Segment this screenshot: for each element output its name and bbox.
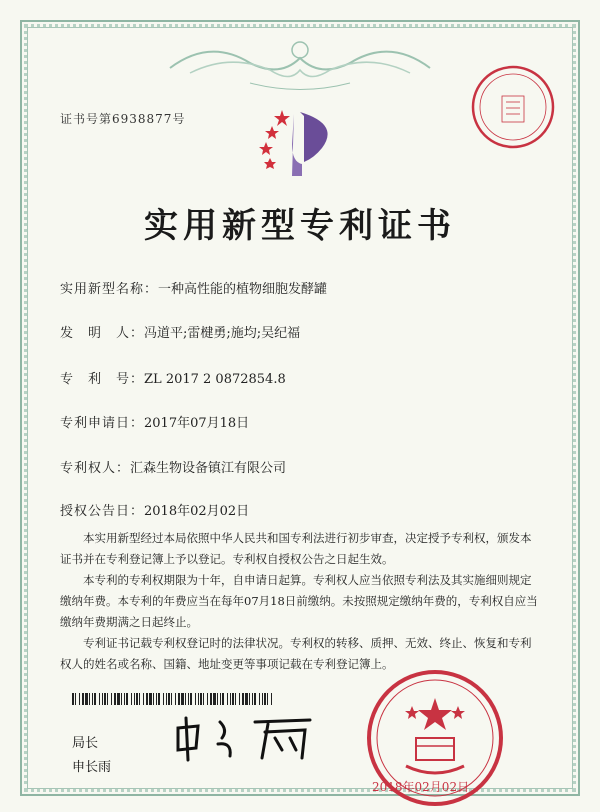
body-paragraph-1: 本实用新型经过本局依照中华人民共和国专利法进行初步审查，决定授予专利权，颁发本证书并在专利登记簿上予以登记。专利权自授权公告之日起生效。 (60, 531, 532, 566)
patent-number-label: 专 利 号： (60, 372, 145, 387)
top-ornament-icon (150, 28, 450, 98)
certificate-number: 证书号第6938877号 (60, 112, 186, 126)
field-utility-name (60, 278, 327, 297)
certificate-body (60, 528, 540, 675)
certificate-title: 实用新型专利证书 (144, 206, 456, 246)
utility-name-label: 实用新型名称： (60, 282, 159, 297)
cnipa-logo-icon (252, 104, 352, 182)
patentee-value: 汇森生物设备镇江有限公司 (130, 461, 287, 476)
inventor-value: 冯道平;雷楗勇;施均;吴纪福 (144, 326, 301, 341)
application-date-value: 2017年07月18日 (144, 416, 250, 431)
body-paragraph-3: 专利证书记载专利权登记时的法律状况。专利权的转移、质押、无效、终止、恢复和专利权人的姓名或名称、国籍、地址变更等事项记载在专利登记簿上。 (60, 636, 532, 671)
field-inventor (60, 322, 300, 341)
patentee-label: 专利权人： (60, 461, 131, 476)
field-patentee (60, 457, 286, 476)
director-name: 申长雨 (72, 760, 112, 775)
grant-date-value: 2018年02月02日 (144, 504, 250, 519)
grant-date-label: 授权公告日： (60, 504, 145, 519)
inventor-label: 发 明 人： (60, 326, 145, 341)
field-application-date (60, 412, 249, 431)
handwritten-signature-icon (170, 708, 320, 768)
application-date-label: 专利申请日： (60, 416, 145, 431)
seal-date: 2018年02月02日 (372, 780, 470, 794)
body-paragraph-2: 本专利的专利权期限为十年，自申请日起算。专利权人应当依照专利法及其实施细则规定缴纳年费。本专利的年费应当在每年07月18日前缴纳。未按照规定缴纳年费的，专利权自应当缴纳年费期满之日起终止。 (60, 573, 538, 629)
director-title: 局长 (72, 736, 99, 751)
agency-stamp-icon (468, 62, 558, 152)
field-patent-number (60, 368, 286, 387)
field-grant-date (60, 500, 249, 519)
barcode-icon (72, 693, 272, 705)
utility-name-value: 一种高性能的植物细胞发酵罐 (158, 282, 328, 297)
patent-number-value: ZL 2017 2 0872854.8 (144, 372, 286, 387)
